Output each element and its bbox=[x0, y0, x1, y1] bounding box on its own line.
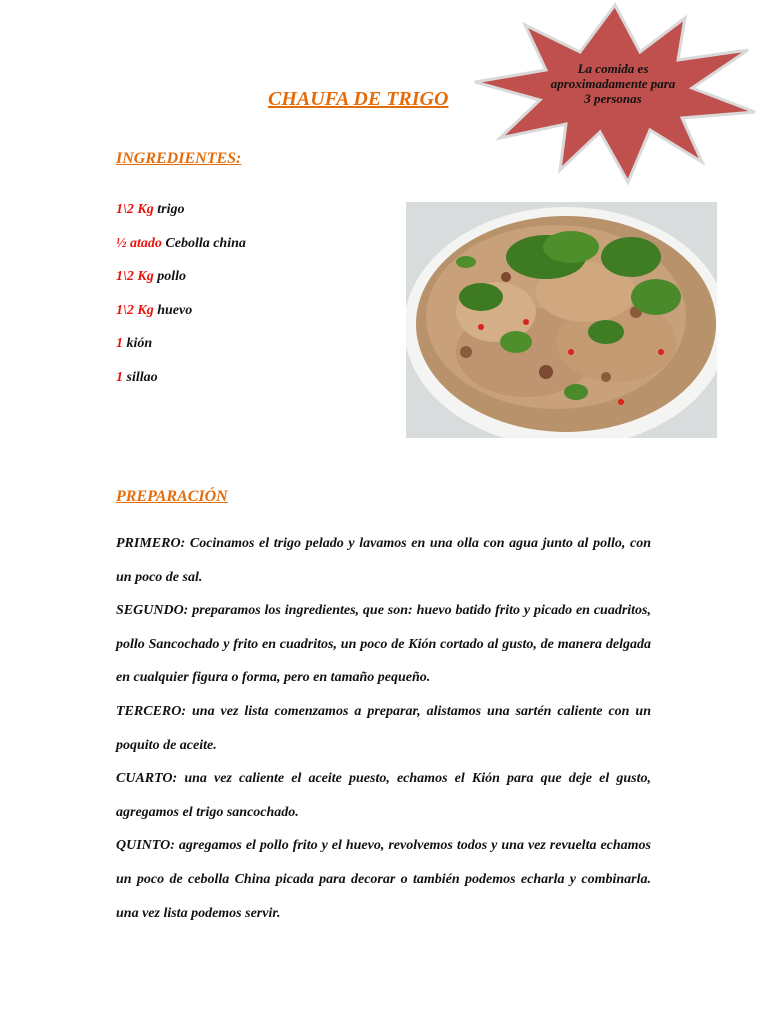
ingredient-qty: 1 bbox=[116, 336, 123, 352]
ingredient-qty: ½ atado bbox=[116, 235, 162, 251]
ingredient-name: Cebolla china bbox=[161, 235, 246, 251]
step-label: TERCERO: bbox=[116, 703, 187, 719]
step-text: Cocinamos el trigo pelado y lavamos en una olla con agua junto al pollo, con un poco de sal. bbox=[116, 536, 651, 585]
ingredient-qty: 1\2 Kg bbox=[116, 302, 154, 318]
step-text: preparamos los ingredientes, que son: huevo batido frito y picado en cuadritos, pollo Sancochado y frito en cuadritos, un poco de Kión cortado al gusto, de manera delgada en cualquier figura o forma, pero en tamaño pequeño. bbox=[116, 603, 651, 686]
ingredient-name: pollo bbox=[153, 269, 187, 285]
ingredients-list bbox=[116, 200, 246, 402]
ingredient-name: trigo bbox=[153, 202, 185, 217]
ingredient-item bbox=[116, 368, 246, 402]
ingredient-item bbox=[116, 301, 246, 335]
ingredient-item bbox=[116, 234, 246, 268]
ingredient-qty: 1\2 Kg bbox=[116, 269, 154, 285]
step-paragraph bbox=[116, 695, 651, 762]
step-text: una vez caliente el aceite puesto, echamos el Kión para que deje el gusto, agregamos el trigo sancochado. bbox=[116, 771, 651, 820]
step-label: CUARTO: bbox=[116, 771, 178, 787]
page-title: CHAUFA DE TRIGO bbox=[268, 88, 449, 110]
ingredient-item bbox=[116, 334, 246, 368]
step-label: QUINTO: bbox=[116, 838, 175, 854]
step-paragraph bbox=[116, 527, 651, 594]
ingredient-item bbox=[116, 200, 246, 234]
ingredient-qty: 1 bbox=[116, 369, 123, 385]
servings-text: La comida es aproximadamente para 3 personas bbox=[550, 61, 676, 106]
step-text: una vez lista comenzamos a preparar, alistamos una sartén caliente con un poquito de aceite. bbox=[116, 703, 651, 753]
ingredient-qty: 1\2 Kg bbox=[116, 202, 154, 217]
step-text: agregamos el pollo frito y el huevo, revolvemos todos y una vez revuelta echamos un poco de cebolla China picada para decorar o también podemos echarla y combinarla. una vez lista podemos servir. bbox=[116, 838, 651, 921]
ingredient-name: huevo bbox=[153, 302, 193, 318]
step-paragraph bbox=[116, 594, 651, 695]
step-paragraph bbox=[116, 829, 651, 930]
chaufa-plate-image bbox=[406, 202, 717, 438]
ingredient-item bbox=[116, 267, 246, 301]
dish-photo bbox=[406, 202, 717, 438]
ingredients-heading: INGREDIENTES: bbox=[116, 150, 242, 167]
ingredient-name: sillao bbox=[123, 369, 158, 385]
preparation-heading: PREPARACIÓN bbox=[116, 488, 228, 505]
preparation-steps bbox=[116, 527, 651, 930]
step-label: PRIMERO: bbox=[116, 536, 186, 551]
ingredient-name: kión bbox=[123, 336, 153, 352]
servings-badge bbox=[470, 0, 760, 185]
step-paragraph bbox=[116, 762, 651, 829]
step-label: SEGUNDO: bbox=[116, 603, 189, 619]
